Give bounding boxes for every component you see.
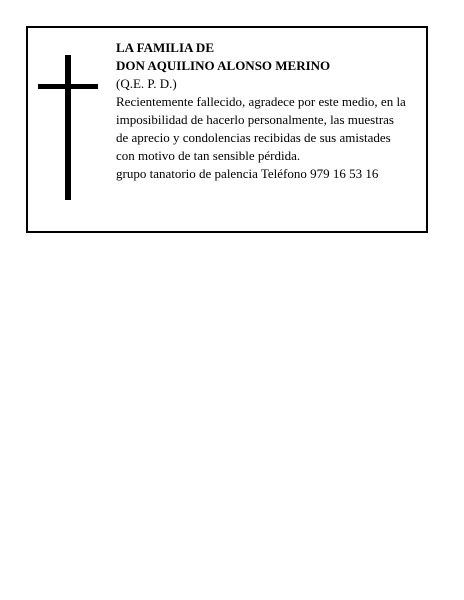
- latin-cross-icon: [38, 55, 98, 200]
- message-line: imposibilidad de hacerlo personalmente, las muestras: [116, 112, 394, 127]
- cross-horizontal-bar: [38, 84, 98, 89]
- notice-text: [116, 39, 422, 183]
- rip-abbreviation: (Q.E. P. D.): [116, 76, 177, 91]
- message-line: Recientemente fallecido, agradece por este medio, en la: [116, 94, 406, 109]
- deceased-name: DON AQUILINO ALONSO MERINO: [116, 58, 331, 73]
- message-line: con motivo de tan sensible pérdida.: [116, 148, 301, 163]
- funeral-home-contact: grupo tanatorio de palencia Teléfono 979 16 53 16: [116, 166, 379, 181]
- family-heading: LA FAMILIA DE: [116, 40, 214, 55]
- message-line: de aprecio y condolencias recibidas de sus amistades: [116, 130, 391, 145]
- cross-vertical-bar: [65, 55, 71, 200]
- obituary-notice: [26, 26, 428, 233]
